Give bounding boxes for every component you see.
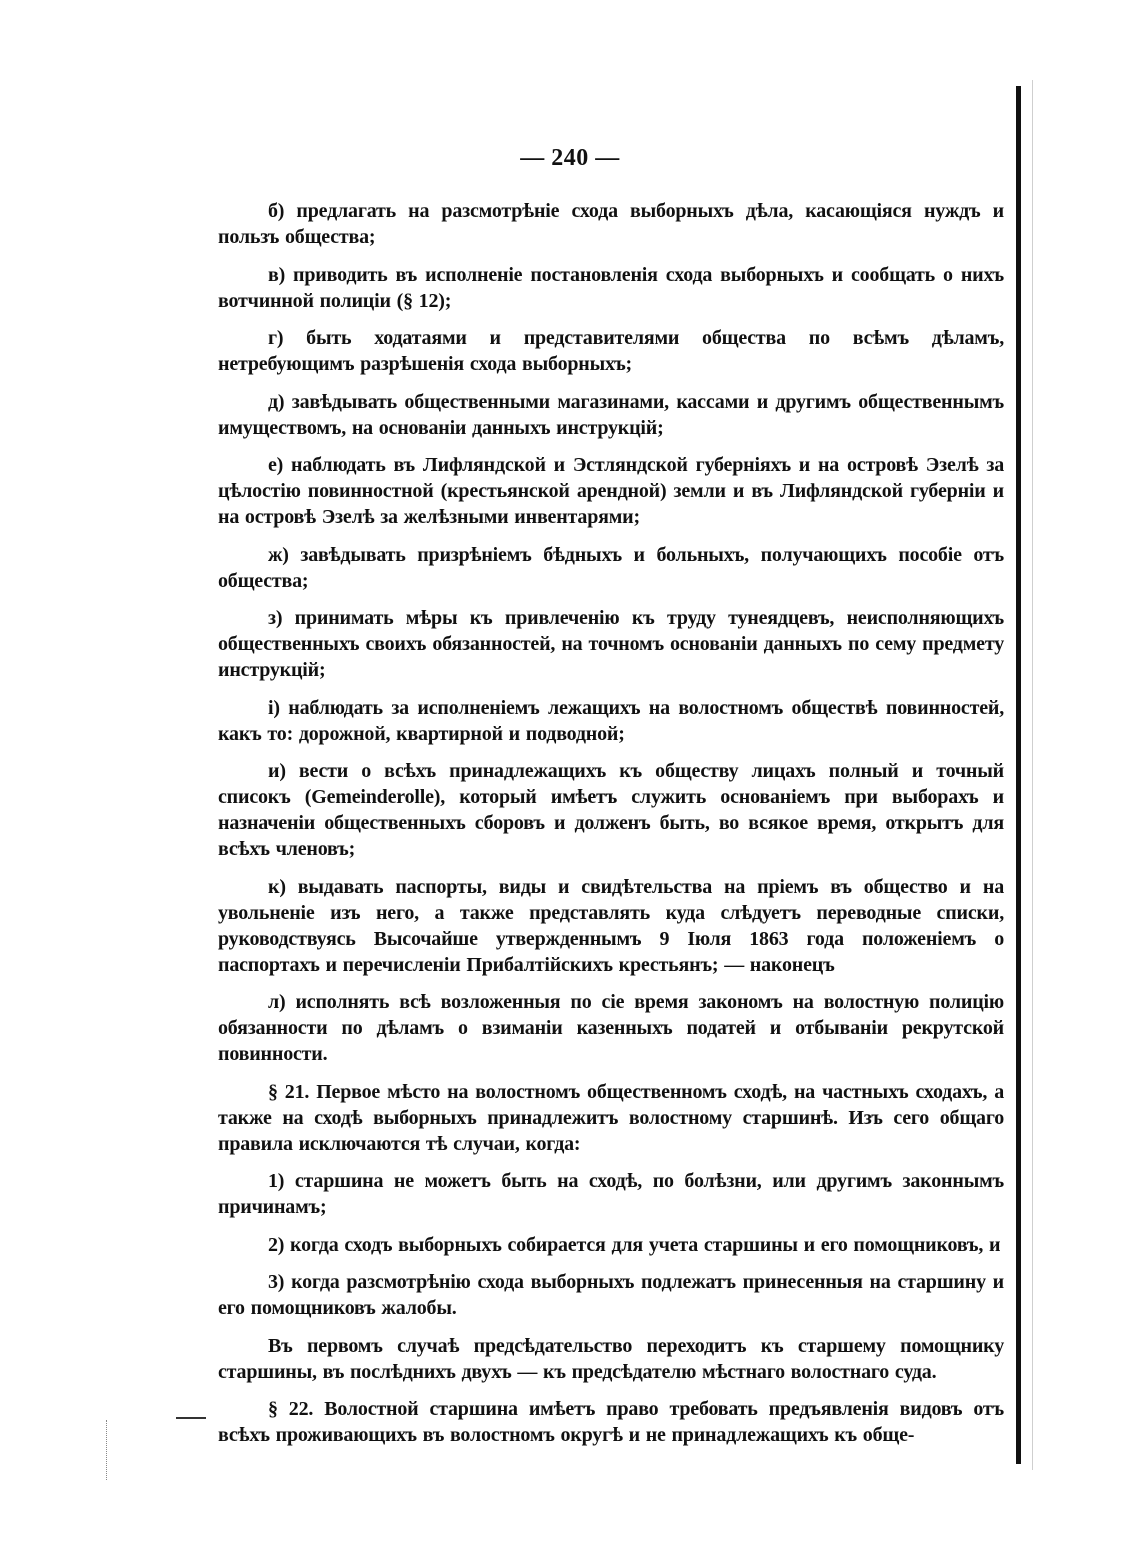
paragraph-i-decimal: і) наблюдать за исполненіемъ лежащихъ на волостномъ обществѣ повинностей, какъ то: дорожной, квартирной и подводной; bbox=[218, 696, 1004, 745]
paragraph-k: к) выдавать паспорты, виды и свидѣтельства на пріемъ въ общество и на увольненіе изъ него, а также представлять куда слѣдуетъ переводные списки, руководствуясь Высочайше утвержденнымъ 9 Іюля 1863 года положеніемъ о паспортахъ и перечисленіи Прибалтійскихъ крестьянъ; — наконецъ bbox=[218, 875, 1004, 976]
paragraph-d: д) завѣдывать общественными магазинами, кассами и другимъ общественнымъ имуществомъ, на основаніи данныхъ инструкцій; bbox=[218, 390, 1004, 439]
paragraph-l: л) исполнять всѣ возложенныя по сіе время закономъ на волостную полицію обязанности по дѣламъ о взиманіи казенныхъ податей и отбываніи рекрутской повинности. bbox=[218, 991, 1004, 1065]
scan-ink-mark bbox=[176, 1417, 206, 1419]
paragraph-zh: ж) завѣдывать призрѣніемъ бѣдныхъ и больныхъ, получающихъ пособіе отъ общества; bbox=[218, 543, 1004, 592]
scan-binding-edge bbox=[1016, 86, 1021, 1464]
paragraph-i: и) вести о всѣхъ принадлежащихъ къ обществу лицахъ полный и точный списокъ (Gemeinderolle), который имѣетъ служить основаніемъ при выборахъ и назначеніи общественныхъ сборовъ и долженъ быть, во всякое время, открытъ для всѣхъ членовъ; bbox=[218, 760, 1004, 860]
section-21: § 21. Первое мѣсто на волостномъ общественномъ сходѣ, на частныхъ сходахъ, а также на сходѣ выборныхъ принадлежитъ волостному старшинѣ. Изъ сего общаго правила исключаются тѣ случаи, когда: bbox=[218, 1080, 1004, 1155]
paragraph-v: в) приводить въ исполненіе постановленія схода выборныхъ и сообщать о нихъ вотчинной полиціи (§ 12); bbox=[218, 263, 1004, 312]
paragraph-e: е) наблюдать въ Лифляндской и Эстляндской губерніяхъ и на островѣ Эзелѣ за цѣлостію повинностной (крестьянской арендной) земли и въ Лифляндской губерніи и на островѣ Эзелѣ за желѣзными инвентарями; bbox=[218, 454, 1004, 528]
section-21-item-3: 3) когда разсмотрѣнію схода выборныхъ подлежатъ принесенныя на старшину и его помощниковъ жалобы. bbox=[218, 1271, 1004, 1319]
scan-margin-line bbox=[1032, 80, 1033, 1470]
scan-speckle bbox=[106, 1420, 108, 1480]
paragraph-b: б) предлагать на разсмотрѣніе схода выборныхъ дѣла, касающіяся нуждъ и пользъ общества; bbox=[218, 200, 1004, 248]
section-21-item-1: 1) старшина не можетъ быть на сходѣ, по болѣзни, или другимъ законнымъ причинамъ; bbox=[218, 1170, 1004, 1218]
section-21-item-2: 2) когда сходъ выборныхъ собирается для учета старшины и его помощниковъ, и bbox=[268, 1233, 1001, 1256]
body-text bbox=[218, 198, 1004, 1460]
paragraph-g: г) быть ходатаями и представителями общества по всѣмъ дѣламъ, нетребующимъ разрѣшенія схода выборныхъ; bbox=[218, 327, 1004, 375]
section-21-conclusion: Въ первомъ случаѣ предсѣдательство переходитъ къ старшему помощнику старшины, въ послѣднихъ двухъ — къ предсѣдателю мѣстнаго волостнаго суда. bbox=[218, 1334, 1004, 1383]
page-number: — 240 — bbox=[520, 145, 620, 171]
paragraph-z: з) принимать мѣры къ привлеченію къ труду тунеядцевъ, неисполняющихъ общественныхъ своихъ обязанностей, на точномъ основаніи данныхъ по сему предмету инструкцій; bbox=[218, 607, 1004, 681]
section-22: § 22. Волостной старшина имѣетъ право требовать предъявленія видовъ отъ всѣхъ проживающихъ въ волостномъ округѣ и не принадлежащихъ къ обще- bbox=[218, 1398, 1004, 1446]
